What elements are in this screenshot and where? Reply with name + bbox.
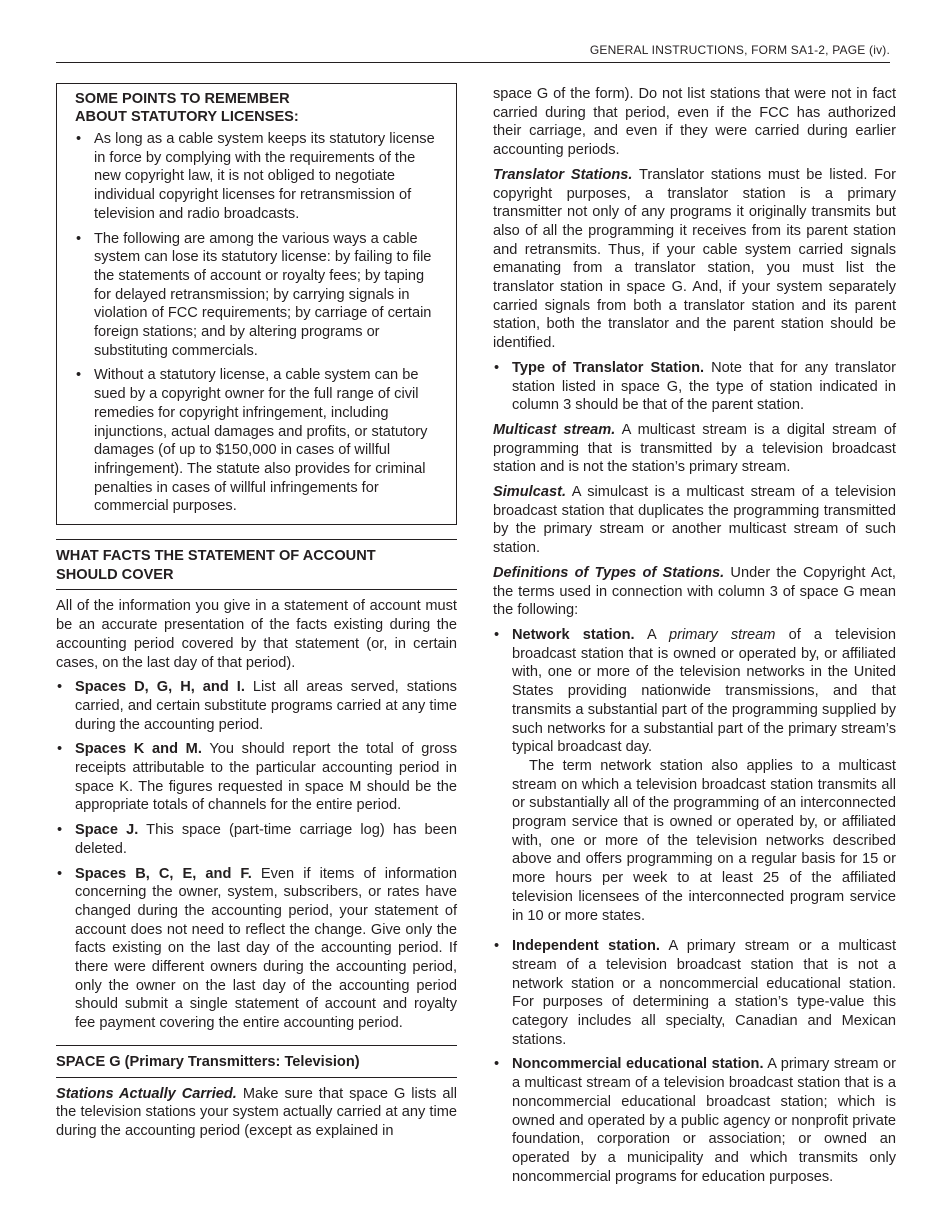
facts-heading [56,539,457,590]
facts-item-label: Spaces K and M. [75,741,202,758]
facts-item-label: Space J. [75,822,139,839]
facts-item-text: This space (part-time carriage log) has been deleted. [75,822,457,857]
simulcast-paragraph [493,483,896,558]
space-g-heading [56,1045,457,1078]
box-item: • Without a statutory license, a cable system can be sued by a copyright owner for the full range of civil remedies for copyright infringement, including injunctions, actual damages and profits, or statutory damages (of up to $150,000 in cases of willful infringement). The statute also provides for criminal penalties in cases of willful infringements for commercial purposes. [74,366,438,516]
facts-item-text: Even if items of information concerning the owner, system, subscribers, or rates have changed during the accounting period, your statement of account does not need to reflect the change. Give only the facts existing on the last day of the accounting period. If there were different owners during the accounting period, only the owner on the last day of the accounting period should submit a single statement of account and royalty fee payment covering the entire accounting period. [75,865,457,1032]
definitions-paragraph [493,564,896,620]
network-station-pre: A [634,626,670,643]
multicast-label: Multicast stream. [493,421,616,438]
facts-item-label: Spaces D, G, H, and I. [75,679,245,696]
translator-paragraph [493,166,896,353]
box-item: • The following are among the various ways a cable system can lose its statutory license: by failing to file the statements of account or royalty fees; by taping for delayed retransmission; by carrying signals in violation of FCC requirements; by carriage of certain foreign stations; and by altering programs or substituting commercials. [74,230,438,361]
space-g-heading-text: SPACE G (Primary Transmitters: Television) [56,1053,360,1070]
box-list [74,130,438,516]
facts-heading-line1: WHAT FACTS THE STATEMENT OF ACCOUNT [56,548,376,564]
facts-list [56,678,457,1033]
statutory-license-box [56,83,457,525]
facts-item [56,678,457,734]
stations-carried-continued: space G of the form). Do not list stations that were not in fact carried during that period, even if the FCC has authorized their carriage, and even if they were carried during earlier accounting periods. [493,86,896,159]
multicast-paragraph [493,421,896,477]
box-title-line1: SOME POINTS TO REMEMBER [75,91,290,107]
facts-item-label: Spaces B, C, E, and F. [75,865,252,882]
definitions-text: Under the Copyright Act, the terms used in connection with column 3 of space G mean the following: [493,564,896,619]
translator-type-item [493,359,896,415]
stations-carried-paragraph [56,1085,457,1141]
box-title-line2: ABOUT STATUTORY LICENSES: [75,109,299,125]
multicast-text: A multicast stream is a digital stream of programming that is transmitted by a television broadcast station and is not the station’s primary stream. [493,421,896,476]
box-title [75,90,438,126]
page-header: GENERAL INSTRUCTIONS, FORM SA1-2, PAGE (iv). [589,43,890,57]
facts-item-text: You should report the total of gross receipts attributable to the particular accounting period in space K. The figures requested in space M should be the appropriate totals of channels for the entire period. [75,741,457,814]
network-station-italic: primary stream [669,626,776,643]
network-station-item [493,626,896,925]
network-station-para2: The term network station also applies to a multicast stream on which a television broadcast station transmits all or substantially all of the programming of an interconnected program service that is owned or operated by, or affiliated with, one or more of the television networks described above and offers programming on a regular basis for 15 or more hours per week to at least 25 of the affiliated television licensees of the interconnected program service in 10 or more states. [512,757,896,924]
box-item: • As long as a cable system keeps its statutory license in force by complying with the requirements of the new copyright law, it is not obliged to negotiate individual copyright licenses for retransmission of television and radio broadcasts. [74,130,438,224]
independent-station-item [493,937,896,1049]
header-rule [56,62,890,63]
facts-intro: All of the information you give in a statement of account must be an accurate presentation of the facts existing during the accounting period covered by that statement (or, in certain cases, on the last day of that period). [56,598,457,671]
translator-type-text: Note that for any translator station listed in space G, the type of station indicated in column 3 should be that of the parent station. [512,359,897,414]
independent-station-text: A primary stream or a multicast stream of a television broadcast station that is not a network station or a noncommercial educational station. For purposes of determining a station’s type-value this category includes all specialty, Canadian and Mexican stations. [512,938,897,1048]
noncommercial-station-label: Noncommercial educational station. [512,1056,764,1073]
facts-item [56,740,457,815]
facts-heading-line2: SHOULD COVER [56,566,174,583]
station-types-list [493,626,896,1186]
noncommercial-station-text: A primary stream or a multicast stream of a television broadcast station that is a noncommercial educational broadcast station; which is owned and operated by a public agency or nonprofit private foundation, corporation or association; or owned an operated by a municipality and which transmits only noncommercial programs for education purposes. [512,1056,896,1185]
independent-station-label: Independent station. [512,938,660,955]
stations-carried-text: Make sure that space G lists all the television stations your system actually carried at any time during the accounting period (except as explained in [56,1085,457,1139]
noncommercial-station-item [493,1055,896,1186]
left-column [56,83,457,1147]
translator-label: Translator Stations. [493,166,633,183]
translator-text: Translator stations must be listed. For copyright purposes, a translator station is a primary transmitter not only of any programs it originally transmits but also of all the programming it receives from its parent station and retransmits. Thus, if your cable system carried signals emanating from a translator station, you must list the translator station in space G. And, if your system separately carried signals from both a translator station and its parent station, both the translator and the parent station should be identified. [493,166,897,352]
simulcast-text: A simulcast is a multicast stream of a television broadcast station that duplicates the programming transmitted by the primary stream or another multicast stream of such station. [493,484,896,557]
facts-item [56,865,457,1033]
stations-carried-label: Stations Actually Carried. [56,1085,237,1102]
translator-type-list [493,359,896,415]
facts-item [56,821,457,858]
simulcast-label: Simulcast. [493,484,566,501]
translator-type-label: Type of Translator Station. [512,359,705,376]
network-station-label: Network station. [512,626,635,643]
network-station-text: of a television broadcast station that is owned or operated by, or affiliated with, one or more of the television networks in the United States providing nationwide transmissions, and that transmits a substantial part of the programming supplied by such networks for a substantial part of the primary stream’s typical broadcast day. [512,626,897,756]
facts-item-text: List all areas served, stations carried, and certain substitute programs carried at any time during the accounting period. [75,679,457,733]
definitions-label: Definitions of Types of Stations. [493,564,725,581]
right-column [493,85,896,1192]
